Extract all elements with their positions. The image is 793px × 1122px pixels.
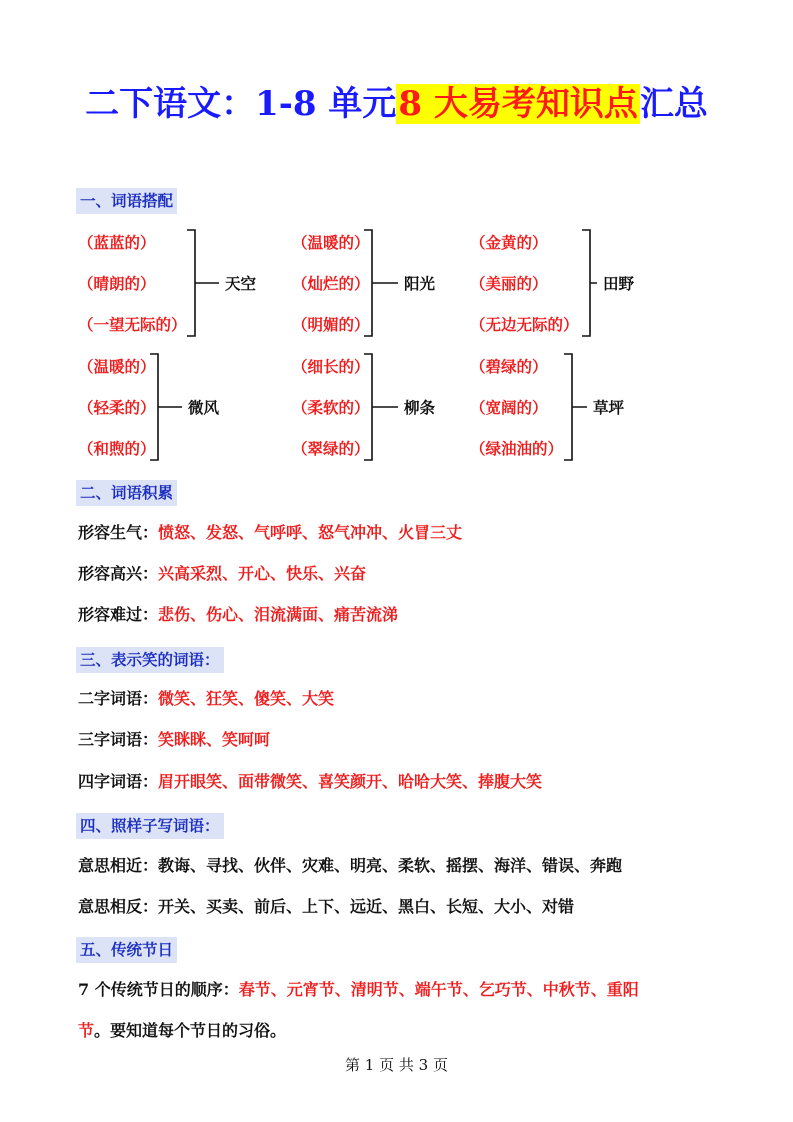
- collocation-noun: 柳条: [404, 398, 436, 417]
- collocation-adjective: （一望无际的）: [78, 315, 187, 334]
- title-part1: 二下语文：1-8 单元: [85, 84, 397, 124]
- accumulation-line-happy: [78, 563, 366, 585]
- collocation-adjective: （轻柔的）: [78, 398, 156, 417]
- pairs-line-antonyms: [78, 896, 574, 918]
- bracket-icon: [362, 229, 402, 337]
- collocation-adjective: （无边无际的）: [470, 315, 579, 334]
- festival-note: 。要知道每个节日的习俗。: [94, 1021, 287, 1040]
- pairs-line-synonyms: [78, 855, 622, 877]
- line-words: 开关、买卖、前后、上下、远近、黑白、长短、大小、对错: [158, 897, 575, 916]
- collocation-adjective: （明媚的）: [292, 315, 370, 334]
- page-title: [0, 72, 793, 136]
- collocation-adjective: （温暖的）: [292, 233, 370, 252]
- collocation-adjective: （碧绿的）: [470, 357, 548, 376]
- line-label: 意思相近：: [78, 856, 159, 875]
- line-label: 四字词语：: [78, 772, 159, 791]
- line-words: 教诲、寻找、伙伴、灾难、明亮、柔软、摇摆、海洋、错误、奔跑: [158, 856, 623, 875]
- bracket-icon: [148, 353, 188, 461]
- collocation-adjective: （灿烂的）: [292, 274, 370, 293]
- collocation-adjective: （温暖的）: [78, 357, 156, 376]
- collocation-noun: 田野: [603, 274, 635, 293]
- line-label: 二字词语：: [78, 689, 159, 708]
- collocation-adjective: （和煦的）: [78, 439, 156, 458]
- page-footer: 第 1 页 共 3 页: [345, 1056, 448, 1074]
- section-heading-collocation: 一、词语搭配: [76, 188, 177, 214]
- line-words: 悲伤、伤心、泪流满面、痛苦流涕: [158, 605, 399, 624]
- bracket-icon: [185, 229, 225, 337]
- laugh-line-three: [78, 729, 270, 751]
- title-part2: 汇总: [639, 84, 708, 124]
- collocation-adjective: （绿油油的）: [470, 439, 564, 458]
- collocation-adjective: （翠绿的）: [292, 439, 370, 458]
- title-highlight: 8 大易考知识点: [398, 84, 638, 124]
- line-words: 微笑、狂笑、傻笑、大笑: [158, 689, 335, 708]
- festival-words-cont: 节: [78, 1021, 95, 1040]
- collocation-noun: 草坪: [593, 398, 625, 417]
- collocation-adjective: （蓝蓝的）: [78, 233, 156, 252]
- collocation-noun: 天空: [225, 274, 257, 293]
- laugh-line-four: [78, 771, 542, 793]
- festival-line-1: [78, 979, 639, 1001]
- line-label: 三字词语：: [78, 730, 159, 749]
- line-label: 形容难过：: [78, 605, 159, 624]
- section-heading-pairs: 四、照样子写词语：: [76, 813, 224, 839]
- line-words: 愤怒、发怒、气呼呼、怒气冲冲、火冒三丈: [158, 523, 463, 542]
- section-heading-accumulation: 二、词语积累: [76, 480, 177, 506]
- bracket-icon: [362, 353, 402, 461]
- line-label: 形容生气：: [78, 523, 159, 542]
- collocation-adjective: （细长的）: [292, 357, 370, 376]
- line-label: 意思相反：: [78, 897, 159, 916]
- collocation-adjective: （柔软的）: [292, 398, 370, 417]
- festival-line-2: [78, 1020, 286, 1042]
- collocation-adjective: （宽阔的）: [470, 398, 548, 417]
- collocation-adjective: （美丽的）: [470, 274, 548, 293]
- accumulation-line-angry: [78, 522, 462, 544]
- line-words: 眉开眼笑、面带微笑、喜笑颜开、哈哈大笑、捧腹大笑: [158, 772, 543, 791]
- collocation-adjective: （金黄的）: [470, 233, 548, 252]
- line-words: 兴高采烈、开心、快乐、兴奋: [158, 564, 367, 583]
- festival-words: 春节、元宵节、清明节、端午节、乞巧节、中秋节、重阳: [238, 980, 639, 999]
- accumulation-line-sad: [78, 604, 398, 626]
- section-heading-laugh: 三、表示笑的词语：: [76, 647, 224, 673]
- collocation-adjective: （晴朗的）: [78, 274, 156, 293]
- section-heading-festival: 五、传统节日: [76, 937, 177, 963]
- line-label: 形容高兴：: [78, 564, 159, 583]
- line-words: 笑眯眯、笑呵呵: [158, 730, 271, 749]
- collocation-noun: 微风: [188, 398, 220, 417]
- laugh-line-two: [78, 688, 334, 710]
- festival-label: 7 个传统节日的顺序：: [78, 980, 239, 999]
- collocation-noun: 阳光: [404, 274, 436, 293]
